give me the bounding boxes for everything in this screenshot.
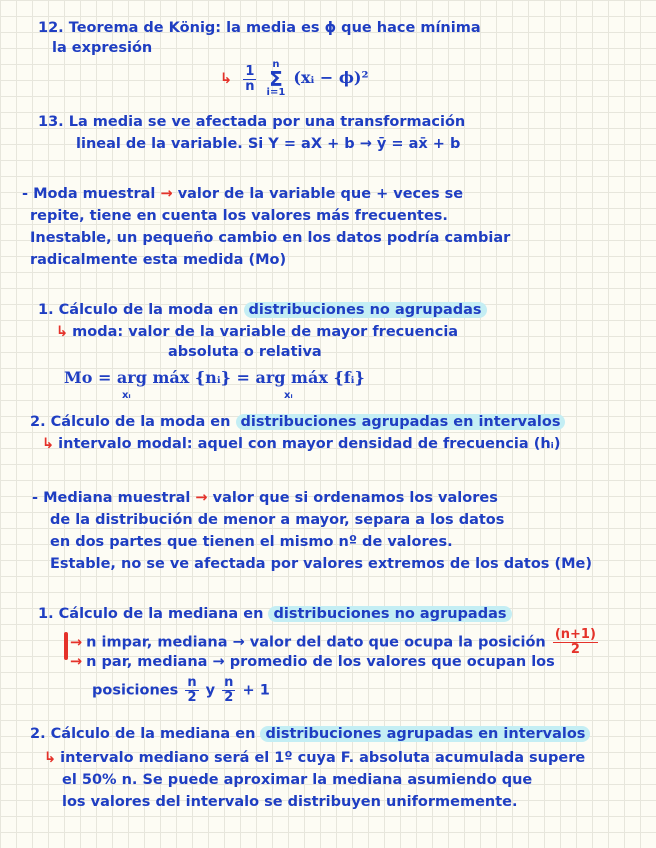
moda-line-1	[22, 184, 463, 204]
arrow-icon: →	[195, 490, 208, 506]
moda-2-sub-1: ↳ intervalo modal: aquel con mayor densidad de frecuencia (hᵢ)	[42, 436, 561, 452]
arrow-icon: →	[70, 634, 83, 651]
fraction-n-over-2-b: $\frac{n}{2}$	[224, 675, 234, 705]
hook-arrow-icon: ↳	[220, 71, 233, 87]
red-bracket-mark	[64, 632, 68, 660]
hook-arrow-icon: ↳	[56, 324, 69, 340]
fraction-n-plus-1-over-2: $\frac{(n+1)}{2}$	[554, 627, 596, 657]
formula-fraction: $\frac{1}{n}$	[245, 63, 255, 94]
mediana-line-4: Estable, no se ve afectada por valores extremos de los datos (Me)	[50, 556, 592, 572]
moda-title: - Moda muestral	[22, 186, 156, 202]
moda-2-heading: 2. Cálculo de la moda en distribuciones agrupadas en intervalos	[30, 412, 565, 432]
moda-formula-subscript-1: xᵢ	[122, 390, 131, 401]
hook-arrow-icon: ↳	[44, 750, 57, 766]
highlight-agrupadas: distribuciones agrupadas en intervalos	[236, 414, 566, 430]
moda-1-heading: 1. Cálculo de la moda en distribuciones no agrupadas	[38, 300, 487, 320]
arrow-icon: →	[160, 186, 173, 202]
moda-line-4: radicalmente esta medida (Mo)	[30, 252, 287, 268]
mediana-line-3: en dos partes que tienen el mismo nº de valores.	[50, 534, 453, 550]
fraction-n-over-2: $\frac{n}{2}$	[187, 675, 197, 705]
moda-formula-subscript-2: xᵢ	[284, 390, 293, 401]
konig-formula	[220, 60, 369, 100]
item-13-line-1: 13. La media se ve afectada por una transformación	[38, 114, 466, 130]
mediana-2-sub-1: ↳ intervalo mediano será el 1º cuya F. absoluta acumulada supere	[44, 750, 586, 766]
mediana-1-sub-1: → n impar, mediana → valor del dato que ocupa la posición $\frac{(n+1)}{2}$	[70, 627, 596, 657]
mediana-2-sub-2: el 50% n. Se puede aproximar la mediana asumiendo que	[62, 772, 533, 788]
mediana-1-heading: 1. Cálculo de la mediana en distribuciones no agrupadas	[38, 604, 512, 624]
mediana-line-1	[32, 488, 498, 508]
mediana-1-sub-2: → n par, mediana → promedio de los valores que ocupan los	[70, 654, 555, 670]
item-13-line-2: lineal de la variable. Si Y = aX + b → ȳ = ax̄ + b	[76, 136, 461, 152]
highlight-no-agrupadas: distribuciones no agrupadas	[244, 302, 487, 318]
moda-1-sub-1: ↳ moda: valor de la variable de mayor frecuencia	[56, 324, 459, 340]
mediana-title: - Mediana muestral	[32, 490, 191, 506]
mediana-2-sub-3: los valores del intervalo se distribuyen uniformemente.	[62, 794, 518, 810]
mediana-1-sub-3: posiciones $\frac{n}{2}$ y $\frac{n}{2}$ + 1	[92, 675, 270, 705]
highlight-no-agrupadas: distribuciones no agrupadas	[268, 606, 511, 622]
formula-body: (xᵢ − ϕ)²	[293, 68, 369, 87]
summation-symbol: n Σ i=1	[266, 59, 286, 98]
item-12-line-1: 12. Teorema de König: la media es ϕ que hace mínima	[38, 20, 481, 36]
item-12-line-2: la expresión	[52, 40, 153, 56]
mediana-2-heading: 2. Cálculo de la mediana en distribuciones agrupadas en intervalos	[30, 724, 590, 744]
moda-line-2: repite, tiene en cuenta los valores más frecuentes.	[30, 208, 448, 224]
hook-arrow-icon: ↳	[42, 436, 55, 452]
mediana-line-1-rest: valor que si ordenamos los valores	[212, 490, 498, 506]
moda-formula: Mo = arg máx {nᵢ} = arg máx {fᵢ}	[64, 368, 365, 387]
arrow-icon: →	[70, 654, 83, 670]
highlight-agrupadas: distribuciones agrupadas en intervalos	[260, 726, 590, 742]
mediana-line-2: de la distribución de menor a mayor, separa a los datos	[50, 512, 505, 528]
moda-line-3: Inestable, un pequeño cambio en los datos podría cambiar	[30, 230, 511, 246]
moda-line-1-rest: valor de la variable que + veces se	[177, 186, 464, 202]
moda-1-sub-2: absoluta o relativa	[168, 344, 322, 360]
